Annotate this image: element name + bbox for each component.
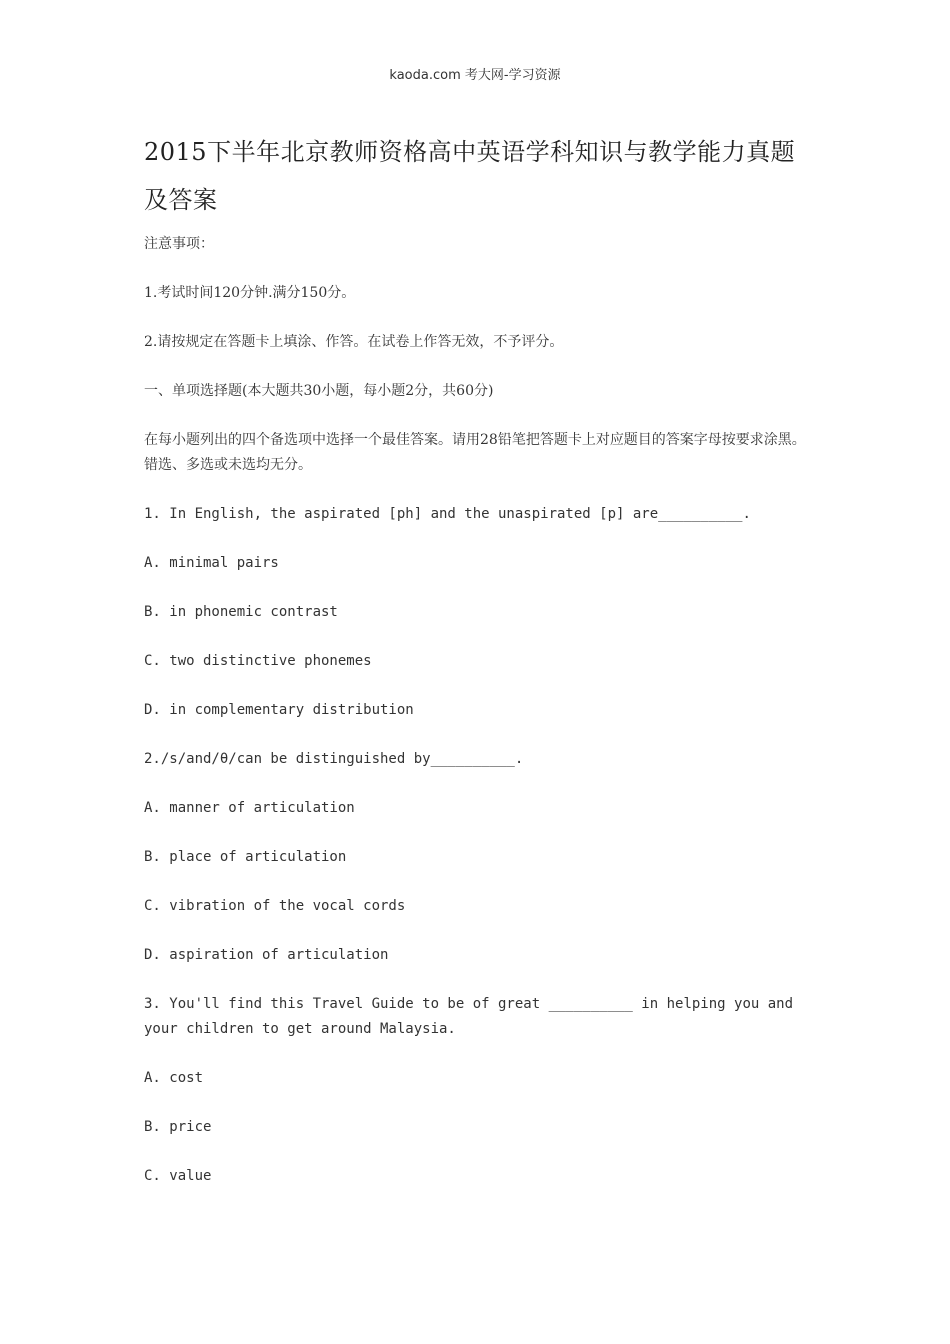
notice-item: 1.考试时间120分钟.满分150分。 (144, 285, 356, 301)
question-option: B. in phonemic contrast (144, 604, 338, 620)
question-option: A. cost (144, 1070, 204, 1086)
section-instruction: 在每小题列出的四个备选项中选择一个最佳答案。请用28铅笔把答题卡上对应题目的答案字母按要求涂黑。错选、多选或未选均无分。 (144, 432, 806, 473)
question-option: D. aspiration of articulation (144, 947, 389, 963)
notice-heading: 注意事项： (144, 236, 214, 252)
document-body (144, 128, 809, 1189)
question-option: A. minimal pairs (144, 555, 279, 571)
question-stem: 1. In English, the aspirated [ph] and the unaspirated [p] are__________. (144, 506, 751, 522)
question-stem: 2./s/and/θ/can be distinguished by__________. (144, 751, 524, 767)
question-option: D. in complementary distribution (144, 702, 414, 718)
question-option: B. place of articulation (144, 849, 347, 865)
document-title: 2015下半年北京教师资格高中英语学科知识与教学能力真题及答案 (144, 138, 796, 214)
question-stem: 3. You'll find this Travel Guide to be of great __________ in helping you and your children to get around Malaysia. (144, 996, 802, 1037)
question-option: A. manner of articulation (144, 800, 355, 816)
site-header: kaoda.com 考大网-学习资源 (389, 68, 561, 83)
question-option: C. vibration of the vocal cords (144, 898, 406, 914)
section-heading: 一、单项选择题(本大题共30小题，每小题2分，共60分) (144, 383, 494, 399)
question-option: B. price (144, 1119, 212, 1135)
notice-item: 2.请按规定在答题卡上填涂、作答。在试卷上作答无效，不予评分。 (144, 334, 564, 350)
question-option: C. value (144, 1168, 212, 1184)
question-option: C. two distinctive phonemes (144, 653, 372, 669)
